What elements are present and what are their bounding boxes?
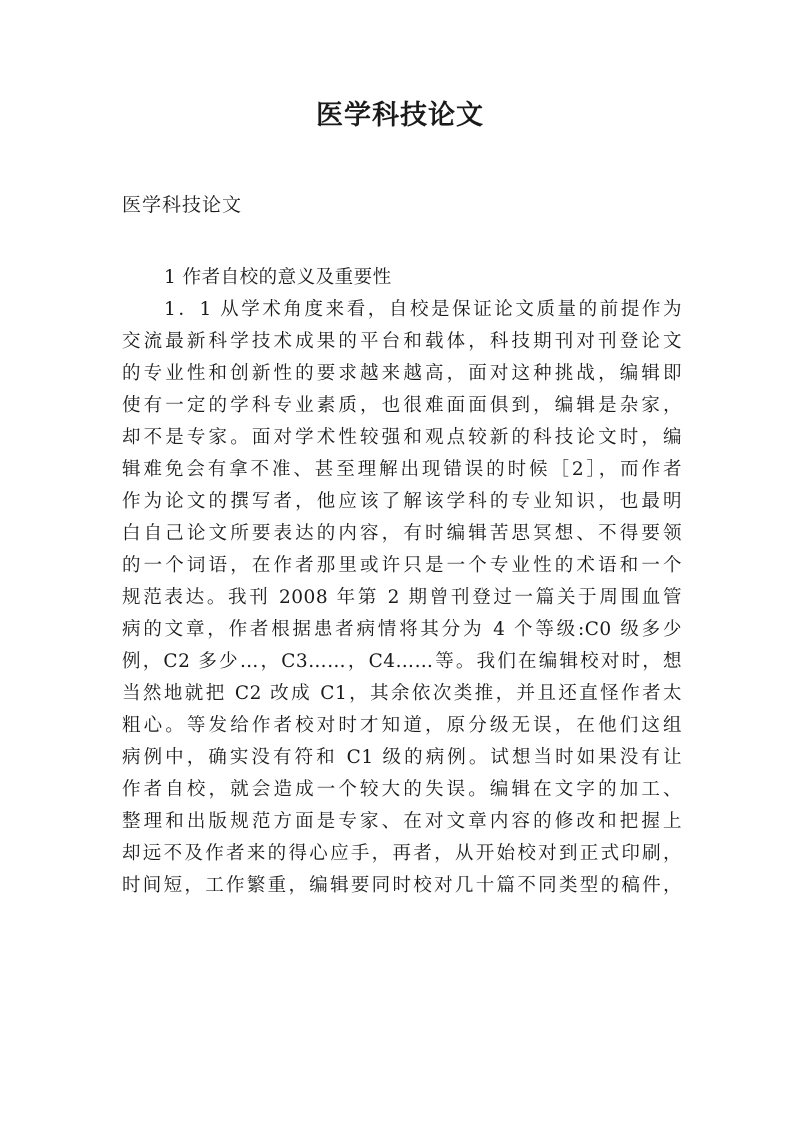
text-line: 却不是专家。面对学术性较强和观点较新的科技论文时，编	[122, 427, 682, 448]
text-line: 病的文章，作者根据患者病情将其分为 4 个等级:C0 级多少	[122, 619, 682, 640]
text-line: 辑难免会有拿不准、甚至理解出现错误的时候［2］，而作者	[122, 459, 682, 480]
text-line: 时间短，工作繁重，编辑要同时校对几十篇不同类型的稿件，	[122, 875, 682, 896]
text-line: 例，C2 多少…，C3……，C4……等。我们在编辑校对时，想	[122, 651, 682, 672]
text-line: 的一个词语，在作者那里或许只是一个专业性的术语和一个	[122, 555, 682, 576]
text-line: 规范表达。我刊 2008 年第 2 期曾刊登过一篇关于周围血管	[122, 587, 682, 608]
text-line: 却远不及作者来的得心应手，再者，从开始校对到正式印刷，	[122, 843, 682, 864]
text-line: 使有一定的学科专业素质，也很难面面俱到，编辑是杂家，	[122, 395, 682, 416]
text-line: 整理和出版规范方面是专家、在对文章内容的修改和把握上	[122, 811, 682, 832]
document-body	[122, 262, 682, 902]
text-line: 交流最新科学技术成果的平台和载体，科技期刊对刊登论文	[122, 331, 682, 352]
document-title: 医学科技论文	[316, 100, 484, 131]
text-line: 1．1 从学术角度来看，自校是保证论文质量的前提作为	[164, 299, 682, 320]
text-line: 白自己论文所要表达的内容，有时编辑苦思冥想、不得要领	[122, 523, 682, 544]
text-line: 的专业性和创新性的要求越来越高，面对这种挑战，编辑即	[122, 363, 682, 384]
document-subtitle: 医学科技论文	[122, 194, 243, 216]
text-line: 作为论文的撰写者，他应该了解该学科的专业知识，也最明	[122, 491, 682, 512]
text-line: 病例中，确实没有符和 C1 级的病例。试想当时如果没有让	[122, 747, 682, 768]
section-heading: 1 作者自校的意义及重要性	[164, 267, 392, 288]
text-line: 粗心。等发给作者校对时才知道，原分级无误，在他们这组	[122, 715, 682, 736]
text-line: 作者自校，就会造成一个较大的失误。编辑在文字的加工、	[122, 779, 682, 800]
text-line: 当然地就把 C2 改成 C1，其余依次类推，并且还直怪作者太	[122, 683, 682, 704]
